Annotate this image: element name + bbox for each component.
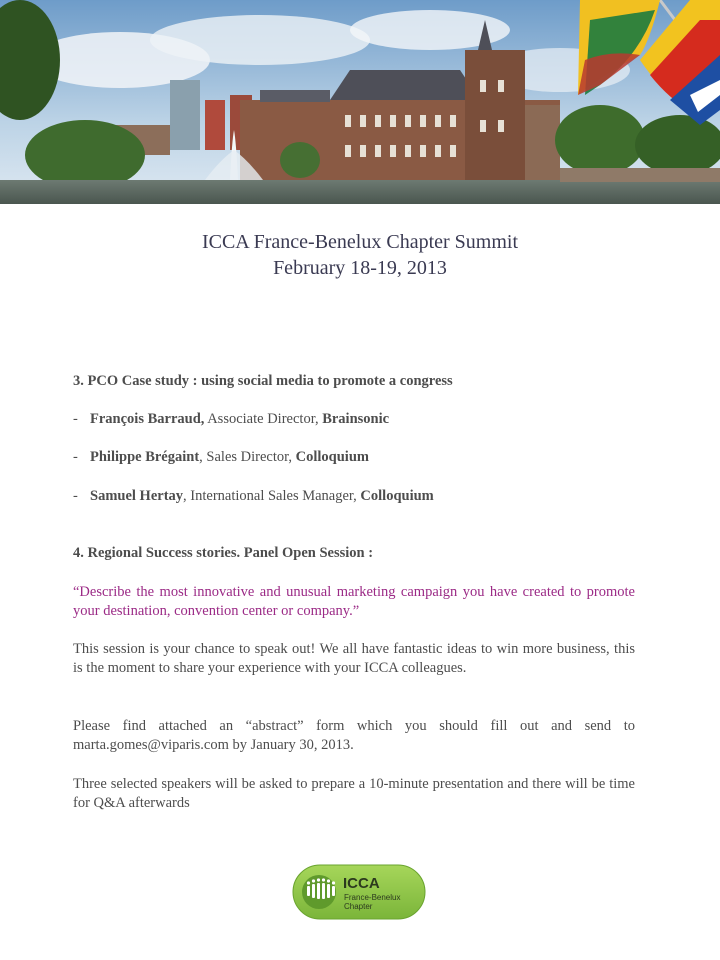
logo-name: ICCA: [343, 875, 380, 892]
speaker-item: [73, 448, 369, 467]
icca-logo: [292, 864, 426, 920]
speaker-name: Philippe Brégaint: [90, 449, 200, 465]
list-dash: -: [73, 449, 78, 465]
speaker-name: François Barraud,: [90, 411, 205, 427]
session-4-title: 4. Regional Success stories. Panel Open Session :: [73, 545, 374, 561]
speaker-item: [73, 487, 434, 506]
speaker-role: , International Sales Manager,: [183, 488, 361, 504]
session-4-closing: Three selected speakers will be asked to prepare a 10-minute presentation and there will be time for Q&A afterwards: [73, 776, 635, 811]
event-date: February 18-19, 2013: [273, 257, 447, 279]
header-banner-image: [0, 0, 720, 204]
session-4-quote: “Describe the most innovative and unusual marketing campaign you have created to promote your destination, convention center or company.”: [73, 584, 635, 619]
speaker-role: , Sales Director,: [199, 449, 296, 465]
session-4-intro: This session is your chance to speak out! We all have fantastic ideas to win more business, this is the moment to share your experience with your ICCA colleagues.: [73, 641, 635, 676]
speaker-item: [73, 410, 389, 429]
logo-subtitle-line1: France-Benelux: [344, 893, 401, 902]
session-4-instructions: Please find attached an “abstract” form which you should fill out and send to marta.gomes@viparis.com by January 30, 2013.: [73, 718, 635, 753]
speaker-organization: Colloquium: [360, 488, 434, 504]
session-3-title: 3. PCO Case study : using social media to promote a congress: [73, 373, 453, 389]
speaker-organization: Brainsonic: [322, 411, 390, 427]
speaker-organization: Colloquium: [295, 449, 369, 465]
list-dash: -: [73, 411, 78, 427]
list-dash: -: [73, 488, 78, 504]
logo-subtitle-line2: Chapter: [344, 902, 373, 911]
speaker-name: Samuel Hertay: [90, 488, 184, 504]
page-title: [0, 229, 720, 281]
speaker-role: Associate Director,: [204, 411, 323, 427]
event-title: ICCA France-Benelux Chapter Summit: [201, 231, 519, 253]
